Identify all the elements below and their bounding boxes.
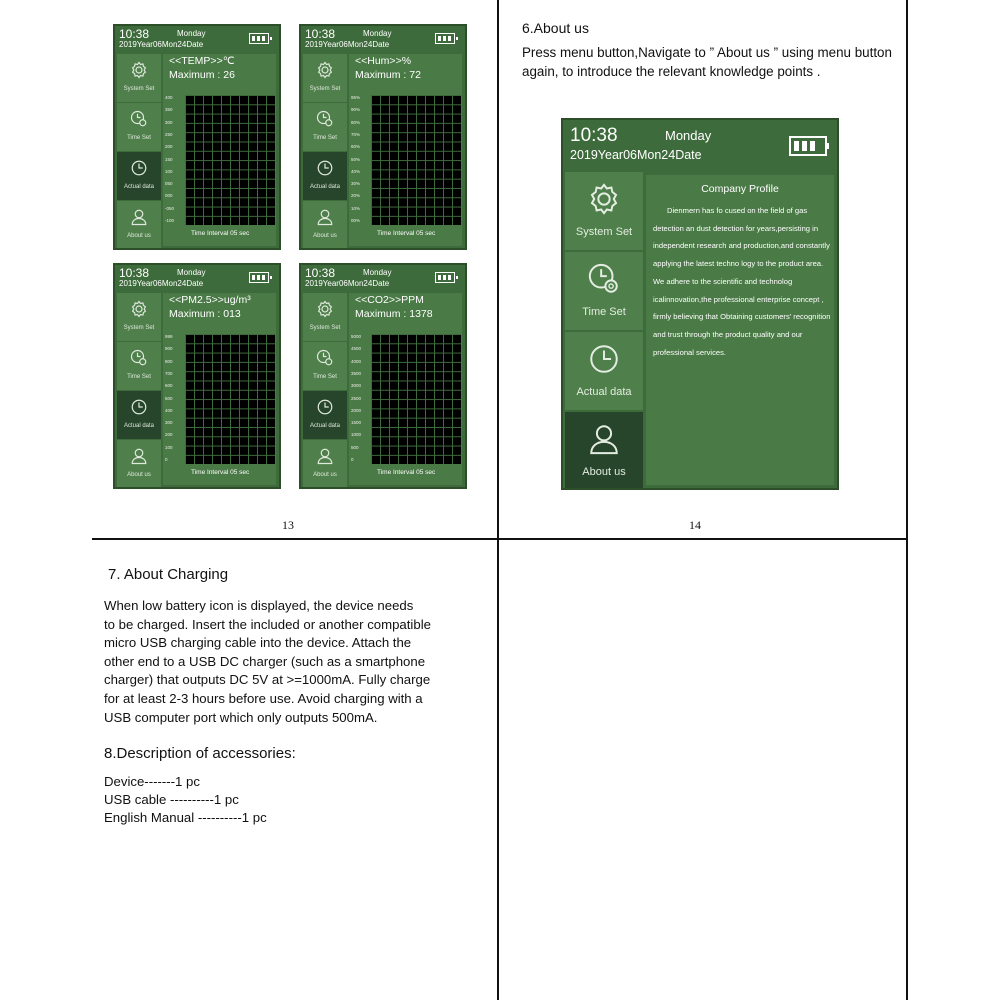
battery-icon xyxy=(435,272,455,283)
y-axis-tick: 0 xyxy=(351,457,354,462)
clock-day: Monday xyxy=(665,128,712,143)
clock-time: 10:38 xyxy=(305,27,336,41)
y-axis-tick: 1500 xyxy=(351,420,362,426)
page-divider-horizontal xyxy=(92,538,907,540)
page-border-right xyxy=(906,0,908,1000)
y-axis xyxy=(165,334,185,464)
page-number-13: 13 xyxy=(282,518,294,532)
graph-grid xyxy=(371,95,461,225)
menu-item-time-set[interactable] xyxy=(117,103,161,151)
menu-label-time-set: Time Set xyxy=(582,306,626,318)
device-screen-graph xyxy=(113,24,281,250)
menu-label-actual-data: Actual data xyxy=(576,386,632,398)
y-axis-tick: -050 xyxy=(165,205,175,211)
about-us-screen xyxy=(561,118,839,490)
device-screen-graph xyxy=(299,263,467,489)
y-axis-tick: 200 xyxy=(165,144,173,150)
y-axis-tick: 1000 xyxy=(351,432,362,438)
page-number-14: 14 xyxy=(689,518,701,532)
y-axis-tick: 4500 xyxy=(351,346,362,352)
user-icon xyxy=(316,208,334,226)
clock-gear-icon xyxy=(316,110,334,128)
about-us-body: Press menu button,Navigate to ” About us ” using menu button again, to introduce the relevant knowledge points . xyxy=(522,45,892,79)
y-axis-tick: 0 xyxy=(165,457,168,462)
menu-label-about-us: About us xyxy=(313,233,337,239)
menu-label-about-us: About us xyxy=(582,466,626,478)
menu-label-system-set: System Set xyxy=(309,325,341,331)
gear-icon xyxy=(587,182,621,216)
y-axis-tick: 600 xyxy=(165,383,173,389)
accessory-item: English Manual ----------1 pc xyxy=(104,810,267,825)
menu-label-about-us: About us xyxy=(313,472,337,478)
menu-label-time-set: Time Set xyxy=(313,374,337,380)
graph-panel xyxy=(163,54,276,246)
graph-grid xyxy=(185,334,275,464)
charging-text-line: charger) that outputs DC 5V at >=1000mA. Fully charge xyxy=(104,672,431,688)
charging-text-line: other end to a USB DC charger (such as a smartphone xyxy=(104,653,426,669)
clock-day: Monday xyxy=(177,268,206,277)
graph-title: <<TEMP>>℃ xyxy=(169,55,235,67)
y-axis-tick: 30% xyxy=(351,181,361,187)
menu-item-about-us[interactable] xyxy=(303,440,347,487)
clock-date: 2019Year06Mon24Date xyxy=(305,40,390,49)
menu-label-actual-data: Actual data xyxy=(309,423,341,429)
user-icon xyxy=(130,447,148,465)
menu-item-system-set[interactable] xyxy=(117,293,161,341)
charging-text-line: micro USB charging cable into the device. Attach the xyxy=(104,635,412,651)
y-axis-tick: 3500 xyxy=(351,370,362,376)
y-axis-tick: 60% xyxy=(351,144,361,150)
graph-grid xyxy=(371,334,461,464)
clock-time: 10:38 xyxy=(119,266,150,280)
graph-title: <<CO2>>PPM xyxy=(355,294,424,306)
accessory-item: USB cable ----------1 pc xyxy=(104,792,239,807)
menu-label-about-us: About us xyxy=(127,472,151,478)
graph-panel xyxy=(349,54,462,246)
graph-title: <<PM2.5>>ug/m³ xyxy=(169,294,251,306)
charging-text-line: for at least 2-3 hours before use. Avoid charging with a xyxy=(104,691,423,706)
user-icon xyxy=(130,208,148,226)
y-axis-tick: 400 xyxy=(165,95,173,100)
clock-icon xyxy=(316,398,334,416)
y-axis-tick: 999 xyxy=(165,334,173,339)
y-axis-tick: 800 xyxy=(165,358,173,364)
menu-item-actual-data[interactable] xyxy=(565,332,643,410)
y-axis-tick: 20% xyxy=(351,193,361,199)
gear-icon xyxy=(130,300,148,318)
clock-day: Monday xyxy=(363,268,392,277)
graph-maximum: Maximum : 013 xyxy=(169,308,241,320)
y-axis-tick: 50% xyxy=(351,156,361,162)
battery-icon xyxy=(789,136,827,156)
graph-maximum: Maximum : 1378 xyxy=(355,308,433,320)
y-axis-tick: 500 xyxy=(165,395,173,401)
company-profile-text: Dienmern has fo cused on the field of gas detection an dust detection for years,persisting in independent research and production,and constantly applying the latest techno logy to the product area. We adhere to the scientific and technolog icalinnovation,the professional enterprise concept , firmly believing that Obtaining customers' recognition and trust through the product quality and our professional services. xyxy=(653,206,831,357)
y-axis-tick: 350 xyxy=(165,107,173,113)
clock-time: 10:38 xyxy=(305,266,336,280)
menu-item-about-us[interactable] xyxy=(117,440,161,487)
menu-label-actual-data: Actual data xyxy=(309,184,341,190)
gear-icon xyxy=(130,61,148,79)
menu-sidebar xyxy=(117,54,161,246)
y-axis-tick: 000 xyxy=(165,193,173,199)
accessories-heading: 8.Description of accessories: xyxy=(104,745,296,762)
clock-icon xyxy=(316,159,334,177)
menu-label-time-set: Time Set xyxy=(127,374,151,380)
y-axis-tick: 2500 xyxy=(351,395,362,401)
menu-item-time-set[interactable] xyxy=(565,252,643,330)
time-interval-label: Time Interval 05 sec xyxy=(191,230,250,237)
company-profile-panel xyxy=(646,175,834,485)
menu-label-time-set: Time Set xyxy=(127,135,151,141)
device-screen-graph xyxy=(299,24,467,250)
y-axis xyxy=(351,95,371,225)
page-divider-vertical-top xyxy=(497,0,499,1000)
charging-text-line: When low battery icon is displayed, the device needs xyxy=(104,598,414,613)
menu-item-actual-data[interactable] xyxy=(117,152,161,200)
clock-date: 2019Year06Mon24Date xyxy=(119,40,204,49)
time-interval-label: Time Interval 05 sec xyxy=(377,469,436,476)
menu-label-system-set: System Set xyxy=(309,86,341,92)
charging-text-line: USB computer port which only outputs 500mA. xyxy=(104,709,378,725)
y-axis-tick: 80% xyxy=(351,119,361,125)
clock-date: 2019Year06Mon24Date xyxy=(119,279,204,288)
clock-icon xyxy=(587,342,621,376)
y-axis-tick: 100 xyxy=(165,168,173,174)
menu-label-about-us: About us xyxy=(127,233,151,239)
menu-item-about-us[interactable] xyxy=(565,412,643,488)
y-axis-tick: 95% xyxy=(351,95,361,100)
battery-icon xyxy=(435,33,455,44)
menu-item-system-set[interactable] xyxy=(565,172,643,250)
charging-heading: 7. About Charging xyxy=(108,566,229,583)
graph-maximum: Maximum : 72 xyxy=(355,69,421,81)
y-axis-tick: 900 xyxy=(165,346,173,352)
menu-item-system-set[interactable] xyxy=(303,293,347,341)
y-axis-tick: 40% xyxy=(351,168,361,174)
graph-maximum: Maximum : 26 xyxy=(169,69,235,81)
y-axis-tick: 3000 xyxy=(351,383,362,389)
user-icon xyxy=(587,422,621,456)
graph-title: <<Hum>>% xyxy=(355,55,412,67)
clock-day: Monday xyxy=(177,29,206,38)
y-axis-tick: 70% xyxy=(351,131,361,137)
charging-text-line: to be charged. Insert the included or another compatible xyxy=(104,616,431,632)
y-axis-tick: 500 xyxy=(351,444,359,450)
y-axis-tick: -100 xyxy=(165,218,175,223)
menu-item-time-set[interactable] xyxy=(303,342,347,390)
clock-icon xyxy=(130,398,148,416)
menu-label-system-set: System Set xyxy=(123,86,155,92)
clock-gear-icon xyxy=(316,349,334,367)
menu-item-actual-data[interactable] xyxy=(303,391,347,439)
menu-label-actual-data: Actual data xyxy=(123,184,155,190)
y-axis-tick: 050 xyxy=(165,181,173,187)
y-axis xyxy=(351,334,371,464)
clock-gear-icon xyxy=(587,262,621,296)
graph-grid xyxy=(185,95,275,225)
graph-panel xyxy=(349,293,462,485)
device-screen-graph xyxy=(113,263,281,489)
y-axis-tick: 150 xyxy=(165,156,173,162)
clock-day: Monday xyxy=(363,29,392,38)
menu-label-time-set: Time Set xyxy=(313,135,337,141)
y-axis-tick: 00% xyxy=(351,218,361,223)
menu-item-actual-data[interactable] xyxy=(117,391,161,439)
time-interval-label: Time Interval 05 sec xyxy=(191,469,250,476)
gear-icon xyxy=(316,61,334,79)
y-axis-tick: 250 xyxy=(165,131,173,137)
menu-item-about-us[interactable] xyxy=(117,201,161,248)
menu-sidebar xyxy=(565,172,643,486)
menu-item-about-us[interactable] xyxy=(303,201,347,248)
about-us-heading: 6.About us xyxy=(522,20,589,36)
battery-icon xyxy=(249,33,269,44)
y-axis-tick: 400 xyxy=(165,407,173,413)
menu-item-time-set[interactable] xyxy=(303,103,347,151)
menu-item-actual-data[interactable] xyxy=(303,152,347,200)
company-profile-title: Company Profile xyxy=(701,183,779,195)
menu-label-system-set: System Set xyxy=(575,226,633,238)
accessory-item: Device-------1 pc xyxy=(104,774,200,789)
clock-gear-icon xyxy=(130,349,148,367)
clock-gear-icon xyxy=(130,110,148,128)
gear-icon xyxy=(316,300,334,318)
clock-time: 10:38 xyxy=(570,125,618,146)
y-axis xyxy=(165,95,185,225)
menu-label-system-set: System Set xyxy=(123,325,155,331)
menu-label-actual-data: Actual data xyxy=(123,423,155,429)
y-axis-tick: 300 xyxy=(165,420,173,426)
y-axis-tick: 10% xyxy=(351,205,361,211)
user-icon xyxy=(316,447,334,465)
clock-time: 10:38 xyxy=(119,27,150,41)
menu-item-system-set[interactable] xyxy=(117,54,161,102)
clock-date: 2019Year06Mon24Date xyxy=(570,148,702,162)
battery-icon xyxy=(249,272,269,283)
clock-icon xyxy=(130,159,148,177)
menu-item-time-set[interactable] xyxy=(117,342,161,390)
y-axis-tick: 700 xyxy=(165,370,173,376)
time-interval-label: Time Interval 05 sec xyxy=(377,230,436,237)
y-axis-tick: 90% xyxy=(351,107,361,113)
y-axis-tick: 300 xyxy=(165,119,173,125)
y-axis-tick: 4000 xyxy=(351,358,362,364)
y-axis-tick: 5000 xyxy=(351,334,362,339)
menu-sidebar xyxy=(117,293,161,485)
graph-panel xyxy=(163,293,276,485)
menu-sidebar xyxy=(303,54,347,246)
menu-sidebar xyxy=(303,293,347,485)
clock-date: 2019Year06Mon24Date xyxy=(305,279,390,288)
menu-item-system-set[interactable] xyxy=(303,54,347,102)
y-axis-tick: 2000 xyxy=(351,407,362,413)
y-axis-tick: 200 xyxy=(165,432,173,438)
y-axis-tick: 100 xyxy=(165,444,173,450)
